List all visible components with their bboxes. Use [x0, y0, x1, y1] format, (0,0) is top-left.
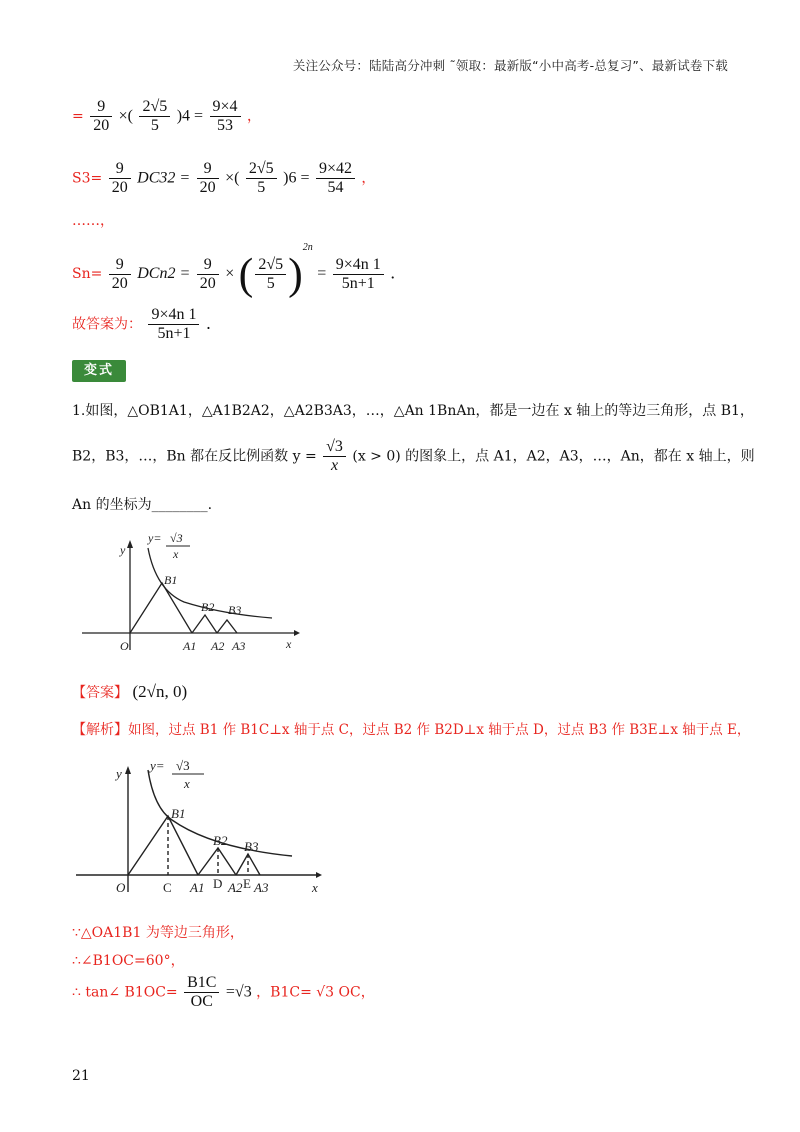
triangle-2 [198, 848, 236, 875]
page-header: 关注公众号：陆陆高分冲刺 ˜领取：最新版“小中高考-总复习”、最新试卷下载 [292, 58, 728, 73]
left-paren: ( [238, 249, 254, 299]
proof-line-2: ∴∠B1OC=60°， [72, 953, 185, 969]
frac-num: 9 [109, 256, 131, 275]
proof-text: √3 OC， [316, 984, 375, 1001]
frac-num: 2√5 [139, 98, 170, 117]
answer-value: (2√n, 0) [132, 682, 188, 701]
x-axis-arrow [316, 872, 322, 878]
x-label: x [286, 637, 292, 651]
a1-label: A1 [190, 880, 205, 895]
proof-text: =√3 [225, 983, 252, 1001]
b1-label: B1 [171, 806, 186, 821]
y-axis-arrow [127, 540, 133, 548]
b2-label: B2 [213, 833, 228, 848]
page-number: 21 [72, 1068, 90, 1084]
x-label: x [312, 880, 318, 895]
triangle-3 [217, 620, 237, 633]
dc-term: DC32 = [137, 169, 191, 187]
frac-num: √3 [323, 438, 346, 457]
question-text: B2，B3，…，Bn 都在反比例函数 y = [72, 448, 317, 465]
equals-sign: = [72, 108, 84, 125]
right-paren: ) [288, 249, 303, 299]
func-num: √3 [176, 758, 190, 773]
equals-sign: = [317, 265, 327, 282]
answer-label: 故答案为： [72, 316, 142, 333]
frac-num: 2√5 [246, 160, 277, 179]
formula-line-s3 [72, 160, 375, 197]
frac-num: 9 [109, 160, 131, 179]
proof-line-3 [72, 974, 375, 1011]
func-y-eq: y= [148, 531, 162, 545]
analysis-row [72, 718, 750, 739]
triangle-1 [130, 583, 192, 633]
power: )4 = [176, 107, 204, 125]
triangle-1 [128, 816, 198, 875]
frac-den: 20 [93, 117, 110, 134]
y-label: y [116, 766, 122, 781]
func-den: x [184, 776, 190, 791]
answer-label: 【答案】 [72, 685, 128, 701]
b3-label: B3 [244, 839, 259, 854]
proof-text: ，B1C= [256, 984, 312, 1001]
proof-line-1: ∵△OA1B1 为等边三角形， [72, 925, 244, 941]
times-sign: ×( [225, 169, 240, 187]
frac-den: 5n+1 [341, 274, 375, 292]
frac-num: 9 [197, 256, 219, 275]
frac-num: B1C [184, 974, 219, 993]
frac-num: 9×42 [316, 160, 355, 179]
frac-den: 20 [199, 274, 216, 292]
frac-den: 53 [217, 117, 234, 134]
b2-label: B2 [201, 600, 215, 614]
func-y-eq: y= [150, 758, 165, 773]
func-den: x [173, 547, 179, 561]
figure-2 [72, 752, 342, 902]
punct: ， [361, 170, 376, 187]
sn-label: Sn= [72, 266, 103, 282]
formula-line-1 [72, 98, 261, 135]
frac-num: 2√5 [255, 256, 286, 275]
times-sign: ×( [118, 107, 133, 125]
ellipsis-line: ……， [72, 213, 114, 229]
frac-den: 5 [150, 117, 159, 134]
question-line-3: An 的坐标为________. [72, 497, 213, 513]
a3-label: A3 [232, 639, 246, 653]
y-axis-arrow [125, 766, 131, 774]
frac-num: 9×4 [210, 98, 241, 117]
question-line-2 [72, 438, 755, 475]
frac-num: 9 [90, 98, 112, 117]
b1-label: B1 [164, 573, 178, 587]
origin-label: O [120, 639, 129, 653]
a1-label: A1 [183, 639, 197, 653]
frac-den: x [330, 457, 339, 474]
punct: ． [390, 265, 407, 282]
frac-den: 5 [266, 274, 275, 292]
c-label: C [163, 880, 172, 895]
punct: ． [205, 315, 222, 333]
d-label: D [213, 876, 223, 891]
frac-den: OC [190, 993, 213, 1010]
a3-label: A3 [254, 880, 269, 895]
question-text: (x > 0) 的图象上，点 A1，A2，A3，…，An，都在 x 轴上，则 [352, 448, 755, 465]
func-num: √3 [170, 531, 183, 545]
formula-line-sn [72, 242, 406, 300]
dc-term: DCn2 = [137, 265, 191, 282]
frac-num: 9 [197, 160, 219, 179]
frac-den: 20 [111, 179, 128, 196]
answer-line [72, 306, 222, 343]
s3-label: S3= [72, 170, 103, 187]
a2-label: A2 [228, 880, 243, 895]
frac-den: 5 [257, 179, 266, 196]
times-sign: × [225, 265, 235, 282]
frac-num: 9×4n 1 [333, 256, 384, 275]
answer-row [72, 682, 187, 702]
variant-badge: 变式 [72, 360, 126, 382]
frac-den: 5n+1 [157, 325, 191, 342]
question-line-1: 1.如图，△OB1A1，△A1B2A2，△A2B3A3，…，△An 1BnAn，都是一边在 x 轴上的等边三角形，点 B1， [72, 403, 754, 419]
triangle-2 [192, 615, 217, 633]
frac-den: 20 [111, 274, 128, 292]
frac-den: 20 [199, 179, 216, 196]
x-axis-arrow [294, 630, 300, 636]
power: )6 = [283, 169, 310, 187]
figure-1 [72, 530, 312, 660]
e-label: E [243, 876, 251, 891]
analysis-text: 如图，过点 B1 作 B1C⊥x 轴于点 C，过点 B2 作 B2D⊥x 轴于点 D，过点 B3 作 B3E⊥x 轴于点 E， [128, 722, 751, 738]
analysis-label: 【解析】 [72, 722, 128, 738]
frac-num: 9×4n 1 [148, 306, 199, 325]
origin-label: O [116, 880, 126, 895]
b3-label: B3 [228, 603, 242, 617]
power: 2n [302, 242, 313, 253]
a2-label: A2 [211, 639, 225, 653]
y-label: y [120, 543, 126, 557]
proof-text: ∴ tan∠ B1OC= [72, 984, 178, 1001]
punct: ， [246, 108, 261, 125]
frac-den: 54 [327, 179, 344, 196]
